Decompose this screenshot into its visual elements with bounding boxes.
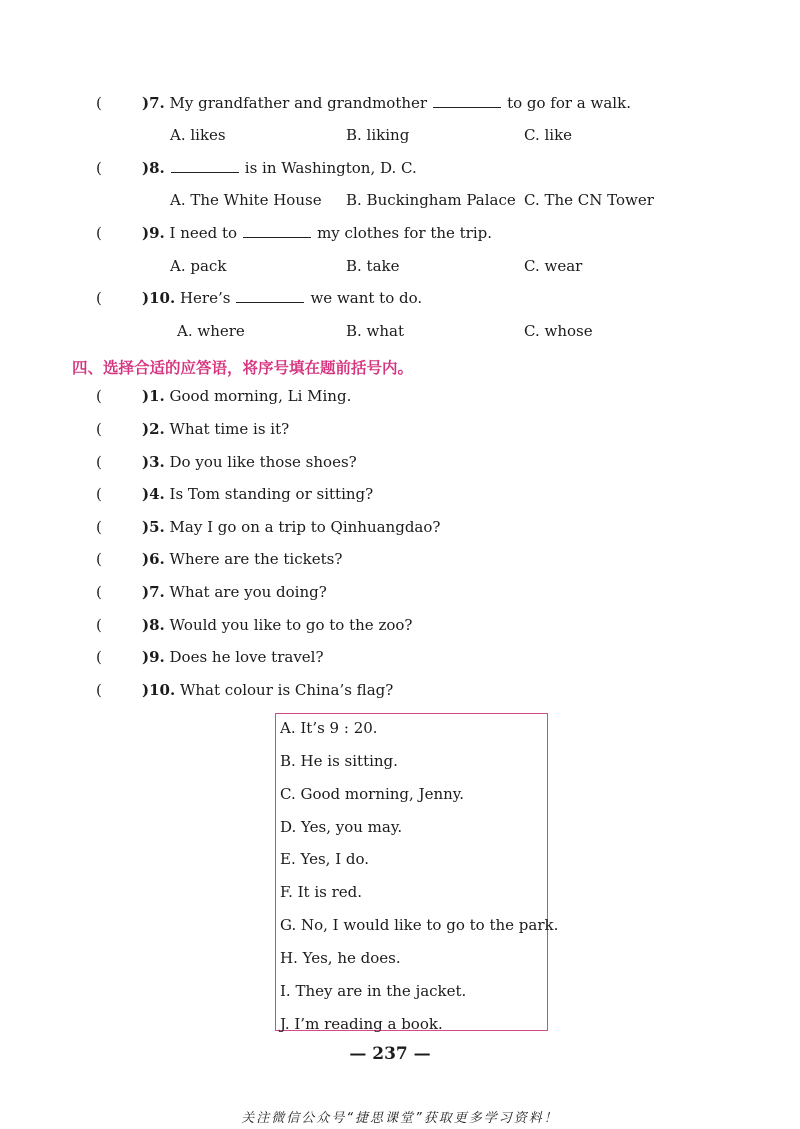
mc-question-8: ( )8. is in Washington, D. C. (96, 159, 417, 177)
answer-blank[interactable] (236, 288, 304, 303)
answer-blank[interactable] (243, 223, 311, 238)
option-c: C. whose (524, 322, 593, 340)
question-number: )8. (142, 159, 165, 177)
question-text-after: we want to do. (310, 289, 423, 307)
match-question-8: ( )8. Would you like to go to the zoo? (96, 616, 413, 634)
question-text-before: My grandfather and grandmother (164, 94, 428, 112)
match-question-7: ( )7. What are you doing? (96, 583, 327, 601)
question-text: What time is it? (164, 420, 290, 438)
question-number: )3. (142, 453, 165, 471)
question-text-before: Here’s (175, 289, 231, 307)
question-text: May I go on a trip to Qinhuangdao? (164, 518, 441, 536)
mc-options-8 (170, 190, 690, 210)
match-question-1: ( )1. Good morning, Li Ming. (96, 387, 352, 405)
question-text: Good morning, Li Ming. (164, 387, 352, 405)
match-question-6: ( )6. Where are the tickets? (96, 550, 343, 568)
question-text-before: I need to (164, 224, 238, 242)
question-number: )2. (142, 420, 165, 438)
answer-option-b: B. He is sitting. (280, 752, 398, 770)
match-question-10: ( )10. What colour is China’s flag? (96, 681, 394, 699)
mc-question-10: ( )10. Here’s we want to do. (96, 289, 423, 307)
mc-question-7: ( )7. My grandfather and grandmother to go for a walk. (96, 94, 631, 112)
match-question-3: ( )3. Do you like those shoes? (96, 453, 357, 471)
page-number: — 237 — (349, 1044, 431, 1064)
question-text-after: is in Washington, D. C. (244, 159, 417, 177)
answer-option-h: H. Yes, he does. (280, 949, 401, 967)
option-b: B. liking (346, 126, 410, 144)
answer-option-f: F. It is red. (280, 883, 363, 901)
answer-option-j: J. I’m reading a book. (280, 1015, 443, 1033)
option-b: B. take (346, 257, 400, 275)
option-b: B. Buckingham Palace (346, 191, 516, 209)
question-text: Is Tom standing or sitting? (164, 485, 374, 503)
mc-options-7 (170, 125, 690, 145)
option-b: B. what (346, 322, 405, 340)
question-text: Where are the tickets? (164, 550, 343, 568)
match-question-4: ( )4. Is Tom standing or sitting? (96, 485, 374, 503)
match-question-5: ( )5. May I go on a trip to Qinhuangdao? (96, 518, 441, 536)
question-text: Would you like to go to the zoo? (164, 616, 413, 634)
question-text: Do you like those shoes? (164, 453, 357, 471)
option-c: C. like (524, 126, 573, 144)
question-number: )6. (142, 550, 165, 568)
question-number: )4. (142, 485, 165, 503)
question-number: )1. (142, 387, 165, 405)
mc-options-9 (170, 256, 690, 276)
question-number: )5. (142, 518, 165, 536)
question-number: )8. (142, 616, 165, 634)
match-question-9: ( )9. Does he love travel? (96, 648, 324, 666)
answer-blank[interactable] (433, 93, 501, 108)
option-c: C. wear (524, 257, 583, 275)
answer-option-e: E. Yes, I do. (280, 850, 370, 868)
question-text: What are you doing? (164, 583, 327, 601)
question-number: )10. (142, 289, 176, 307)
match-question-2: ( )2. What time is it? (96, 420, 290, 438)
answer-blank[interactable] (171, 158, 239, 173)
question-number: )9. (142, 648, 165, 666)
option-a: A. where (177, 322, 245, 340)
question-number: )7. (142, 94, 165, 112)
question-number: )9. (142, 224, 165, 242)
question-text-after: to go for a walk. (507, 94, 631, 112)
answer-option-a: A. It’s 9 : 20. (280, 719, 378, 737)
mc-options-10 (177, 321, 697, 341)
answer-option-i: I. They are in the jacket. (280, 982, 467, 1000)
answer-choices-box (275, 713, 559, 1033)
answer-option-c: C. Good morning, Jenny. (280, 785, 465, 803)
section-title: 四、选择合适的应答语，将序号填在题前括号内。 (72, 359, 414, 377)
question-number: )10. (142, 681, 176, 699)
answer-option-d: D. Yes, you may. (280, 818, 403, 836)
option-a: A. likes (170, 126, 226, 144)
option-c: C. The CN Tower (524, 191, 654, 209)
question-number: )7. (142, 583, 165, 601)
option-a: A. pack (170, 257, 227, 275)
question-text: Does he love travel? (164, 648, 324, 666)
answer-option-g: G. No, I would like to go to the park. (280, 916, 559, 934)
question-text: What colour is China’s flag? (175, 681, 394, 699)
footer-watermark: 关注微信公众号“捷思课堂”获取更多学习资料！ (241, 1111, 559, 1126)
option-a: A. The White House (170, 191, 322, 209)
question-text-after: my clothes for the trip. (317, 224, 493, 242)
mc-question-9: ( )9. I need to my clothes for the trip. (96, 224, 493, 242)
